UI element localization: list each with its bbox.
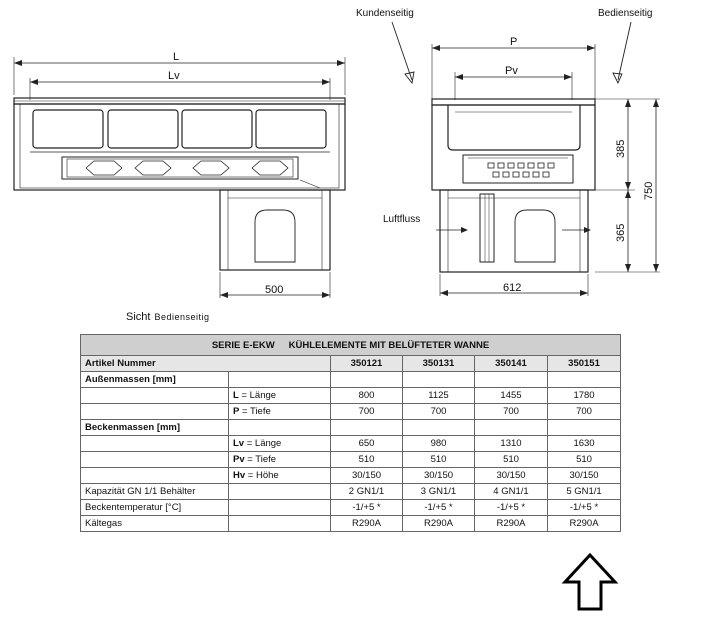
table-cell: 30/150: [403, 468, 475, 484]
table-row: [81, 436, 621, 452]
table-cell: R290A: [331, 516, 403, 532]
dim-750-label: 750: [643, 181, 655, 200]
side-view: [14, 51, 345, 298]
dim-P-label: P: [510, 36, 518, 48]
table-cell: 30/150: [548, 468, 621, 484]
table-cell: 5 GN1/1: [548, 484, 621, 500]
row-label: Kältegas: [81, 516, 229, 532]
table-cell: 700: [548, 404, 621, 420]
dim-612-label: 612: [503, 282, 522, 294]
table-cell: R290A: [403, 516, 475, 532]
luftfluss-label: Luftfluss: [383, 214, 421, 225]
table-cell: 30/150: [331, 468, 403, 484]
table-cell: -1/+5 *: [331, 500, 403, 516]
row-label: L = Länge: [229, 388, 331, 404]
table-title: [81, 335, 621, 356]
section-label: Außenmassen [mm]: [81, 372, 229, 388]
table-title-series: SERIE E-EKW: [211, 339, 275, 351]
header-article: 350131: [403, 356, 475, 372]
header-article: 350121: [331, 356, 403, 372]
row-label: Hv = Höhe: [229, 468, 331, 484]
table-cell: 510: [331, 452, 403, 468]
header-label: Artikel Nummer: [81, 356, 331, 372]
up-arrow-icon: [560, 552, 620, 612]
section-row: [81, 420, 621, 436]
table-cell: R290A: [475, 516, 548, 532]
dim-500-label: 500: [265, 284, 284, 296]
table-cell: 1780: [548, 388, 621, 404]
dim-L-label: L: [173, 51, 180, 63]
table-cell: -1/+5 *: [548, 500, 621, 516]
view-caption-main: Sicht: [126, 311, 151, 323]
table-title-row: [81, 335, 621, 356]
row-label: Kapazität GN 1/1 Behälter: [81, 484, 229, 500]
table-cell: 510: [403, 452, 475, 468]
table-cell: 980: [403, 436, 475, 452]
row-label: Lv = Länge: [229, 436, 331, 452]
table-row: [81, 404, 621, 420]
row-label: P = Tiefe: [229, 404, 331, 420]
table-cell: -1/+5 *: [475, 500, 548, 516]
table-cell: 700: [475, 404, 548, 420]
table-cell: 800: [331, 388, 403, 404]
table-cell: 30/150: [475, 468, 548, 484]
dim-Pv-label: Pv: [505, 65, 518, 77]
table-cell: 650: [331, 436, 403, 452]
table-cell: 1310: [475, 436, 548, 452]
table-row: [81, 516, 621, 532]
table-row: [81, 484, 621, 500]
section-row: [81, 372, 621, 388]
table-row: [81, 452, 621, 468]
table-row: [81, 468, 621, 484]
table-header-row: [81, 356, 621, 372]
kundenseitig-label: Kundenseitig: [356, 8, 414, 19]
table-cell: 3 GN1/1: [403, 484, 475, 500]
table-cell: 700: [331, 404, 403, 420]
table-cell: 510: [548, 452, 621, 468]
table-cell: 510: [475, 452, 548, 468]
table-cell: 4 GN1/1: [475, 484, 548, 500]
table-cell: 1455: [475, 388, 548, 404]
dim-385-label: 385: [615, 139, 627, 158]
table-cell: 2 GN1/1: [331, 484, 403, 500]
header-article: 350151: [548, 356, 621, 372]
header-article: 350141: [475, 356, 548, 372]
table-row: [81, 500, 621, 516]
table-row: [81, 388, 621, 404]
table-cell: 700: [403, 404, 475, 420]
table-cell: -1/+5 *: [403, 500, 475, 516]
section-label: Beckenmassen [mm]: [81, 420, 229, 436]
row-label: Beckentemperatur [°C]: [81, 500, 229, 516]
view-caption: [126, 311, 210, 323]
dim-365-label: 365: [615, 223, 627, 242]
bedienseitig-label: Bedienseitig: [598, 8, 653, 19]
table-cell: 1125: [403, 388, 475, 404]
table-title-desc: KÜHLELEMENTE MIT BELÜFTETER WANNE: [288, 339, 490, 351]
table-cell: 1630: [548, 436, 621, 452]
spec-table: [80, 334, 621, 532]
table-cell: R290A: [548, 516, 621, 532]
front-view: [356, 8, 660, 296]
view-caption-sub: Bedienseitig: [154, 312, 210, 322]
row-label: Pv = Tiefe: [229, 452, 331, 468]
dim-Lv-label: Lv: [168, 70, 180, 82]
